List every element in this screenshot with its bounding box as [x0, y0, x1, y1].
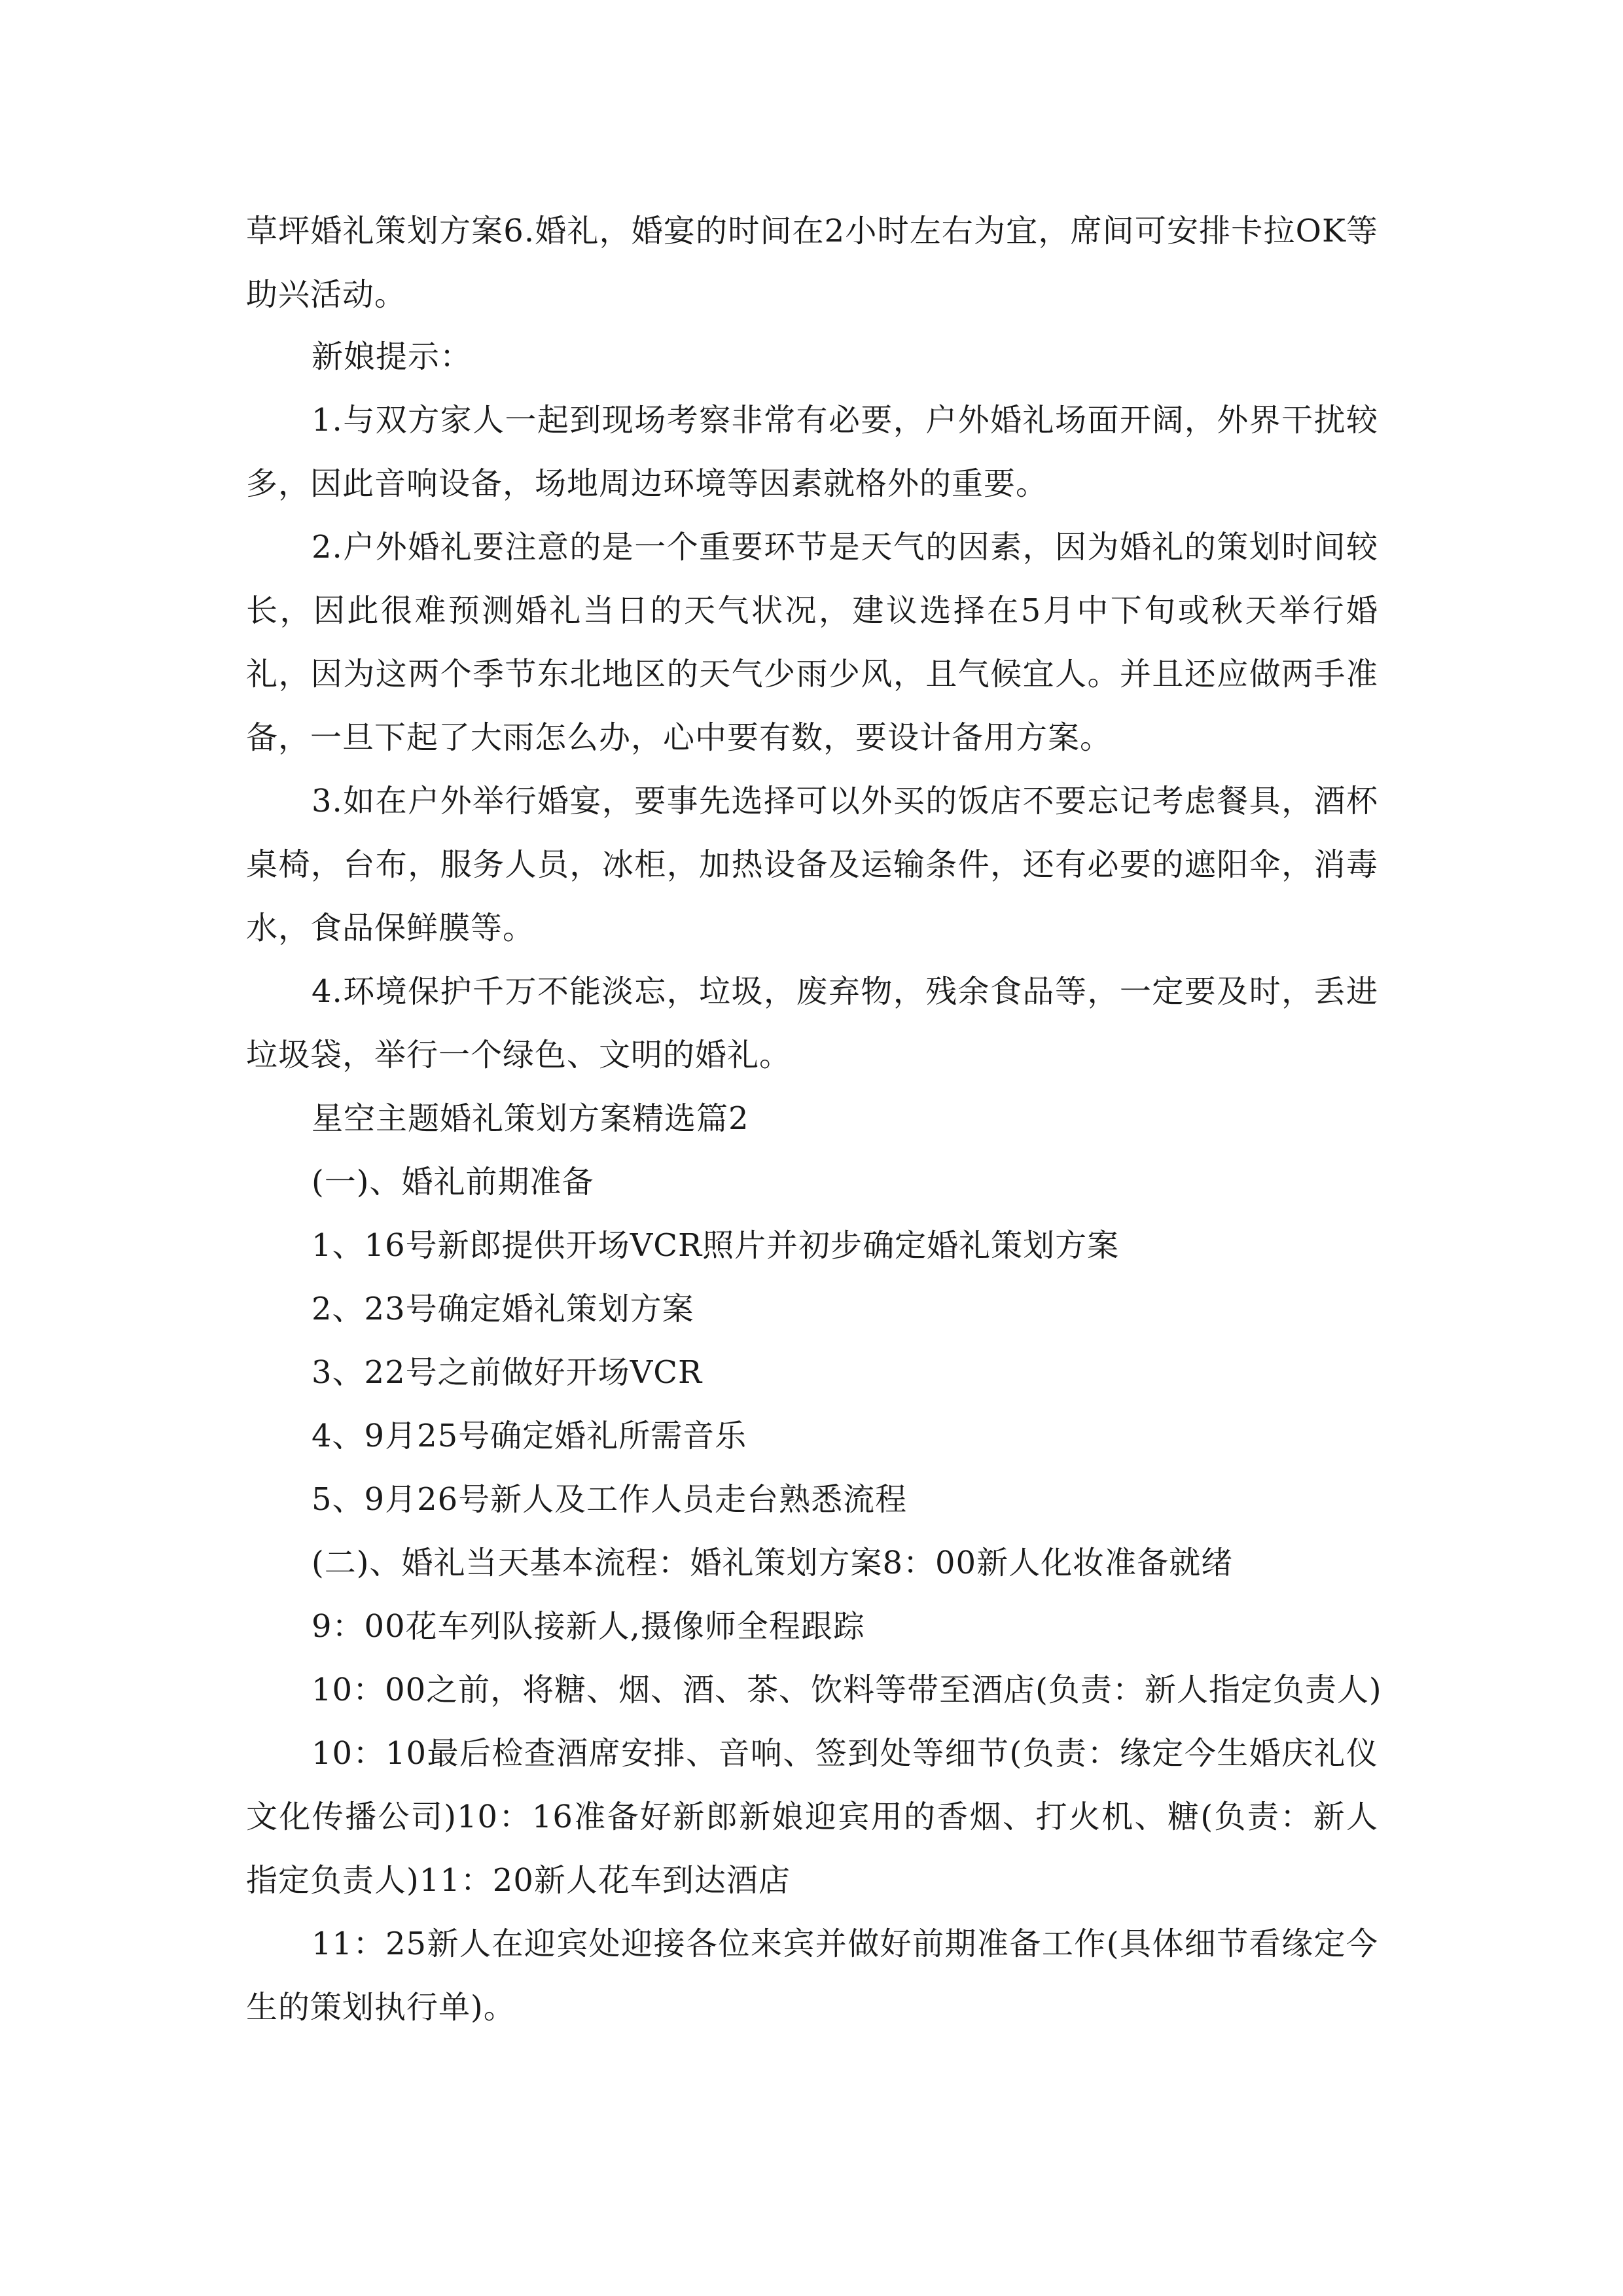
- list-item-prep-5: 5、9月26号新人及工作人员走台熟悉流程: [312, 1481, 908, 1518]
- paragraph-outdoor-wedding-tip: 草坪婚礼策划方案6.婚礼，婚宴的时间在2小时左右为宜，席间可安排卡拉OK等助兴活动。: [246, 213, 1378, 313]
- list-item-prep-2: 2、23号确定婚礼策划方案: [312, 1291, 694, 1327]
- paragraph-tip-1: 1.与双方家人一起到现场考察非常有必要，户外婚礼场面开阔，外界干扰较多，因此音响设备，场地周边环境等因素就格外的重要。: [246, 402, 1378, 502]
- subheading-wedding-day-flow: (二)、婚礼当天基本流程：婚礼策划方案8：00新人化妆准备就绪: [312, 1545, 1234, 1581]
- list-item-prep-3: 3、22号之前做好开场VCR: [312, 1354, 703, 1391]
- subheading-pre-wedding-preparation: (一)、婚礼前期准备: [312, 1164, 594, 1200]
- schedule-item-0900: 9：00花车列队接新人,摄像师全程跟踪: [312, 1608, 865, 1645]
- section-title-part-2: 星空主题婚礼策划方案精选篇2: [312, 1100, 749, 1137]
- paragraph-tip-3: 3.如在户外举行婚宴，要事先选择可以外买的饭店不要忘记考虑餐具，酒杯桌椅，台布，服务人员，冰柜，加热设备及运输条件，还有必要的遮阳伞，消毒水，食品保鲜膜等。: [246, 783, 1378, 946]
- schedule-item-1010: 10：10最后检查酒席安排、音响、签到处等细节(负责：缘定今生婚庆礼仪文化传播公司)10：16准备好新郎新娘迎宾用的香烟、打火机、糖(负责：新人指定负责人)11：20新人花车到达酒店: [246, 1735, 1378, 1899]
- paragraph-bride-tips-heading: 新娘提示：: [312, 338, 473, 375]
- paragraph-tip-4: 4.环境保护千万不能淡忘，垃圾，废弃物，残余食品等，一定要及时，丢进垃圾袋，举行一个绿色、文明的婚礼。: [246, 973, 1378, 1073]
- paragraph-tip-2: 2.户外婚礼要注意的是一个重要环节是天气的因素，因为婚礼的策划时间较长，因此很难预测婚礼当日的天气状况，建议选择在5月中下旬或秋天举行婚礼，因为这两个季节东北地区的天气少雨少风，且气候宜人。并且还应做两手准备，一旦下起了大雨怎么办，心中要有数，要设计备用方案。: [246, 529, 1378, 756]
- list-item-prep-4: 4、9月25号确定婚礼所需音乐: [312, 1418, 747, 1454]
- schedule-item-1000: 10：00之前，将糖、烟、酒、茶、饮料等带至酒店(负责：新人指定负责人): [312, 1672, 1382, 1708]
- list-item-prep-1: 1、16号新郎提供开场VCR照片并初步确定婚礼策划方案: [312, 1227, 1120, 1264]
- schedule-item-1125: 11：25新人在迎宾处迎接各位来宾并做好前期准备工作(具体细节看缘定今生的策划执行单)。: [246, 1926, 1378, 2026]
